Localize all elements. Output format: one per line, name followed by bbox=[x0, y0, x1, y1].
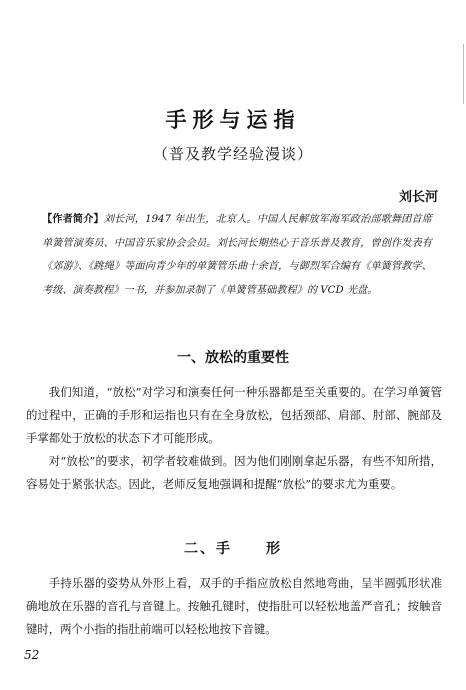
paragraph: 对“放松”的要求，初学者较难做到。因为他们刚刚拿起乐器，有些不知所措，容易处于紧张状态。因此，老师反复地强调和提醒“放松”的要求尤为重要。 bbox=[26, 454, 442, 491]
section-heading-part: 形 bbox=[266, 541, 282, 557]
paragraph: 手持乐器的姿势从外形上看，双手的手指应放松自然地弯曲，呈半圆弧形状准确地放在乐器的音孔与音键上。按触孔键时，使指肚可以轻松地盖严音孔；按触音键时，两个小指的指肚前端可以轻松地按下音键。 bbox=[26, 576, 442, 636]
article-subtitle: （普及教学经验漫谈） bbox=[152, 145, 313, 163]
section-heading-part: 二、手 bbox=[184, 541, 232, 557]
author-bio-text: 刘长河，1947 年出生，北京人。中国人民解放军海军政治部歌舞团首席单簧管演奏员、中国音乐家协会会员。刘长河长期热心于音乐普及教育，曾创作发表有《郊游》、《跳绳》等面向青少年的单簧管乐曲十余首，与御烈军合编有《单簧管教学、考级、演奏教程》一书，并参加录制了《单簧管基础教程》的 VCD 光盘。 bbox=[42, 214, 432, 296]
section-heading-hand-shape bbox=[0, 538, 466, 558]
author-bio bbox=[42, 208, 432, 302]
author-bio-label: 【作者简介】 bbox=[42, 213, 104, 225]
section-heading-relaxation: 一、放松的重要性 bbox=[177, 350, 289, 366]
article-title: 手形与运指 bbox=[165, 107, 301, 132]
article-author: 刘长河 bbox=[398, 190, 438, 205]
page-number: 52 bbox=[24, 648, 40, 662]
scan-edge-mark bbox=[463, 44, 464, 104]
paragraph: 我们知道，“放松”对学习和演奏任何一种乐器都是至关重要的。在学习单簧管的过程中，正确的手形和运指也只有在全身放松，包括颈部、肩部、肘部、腕部及手掌都处于放松的状态下才可能形成。 bbox=[26, 385, 442, 445]
